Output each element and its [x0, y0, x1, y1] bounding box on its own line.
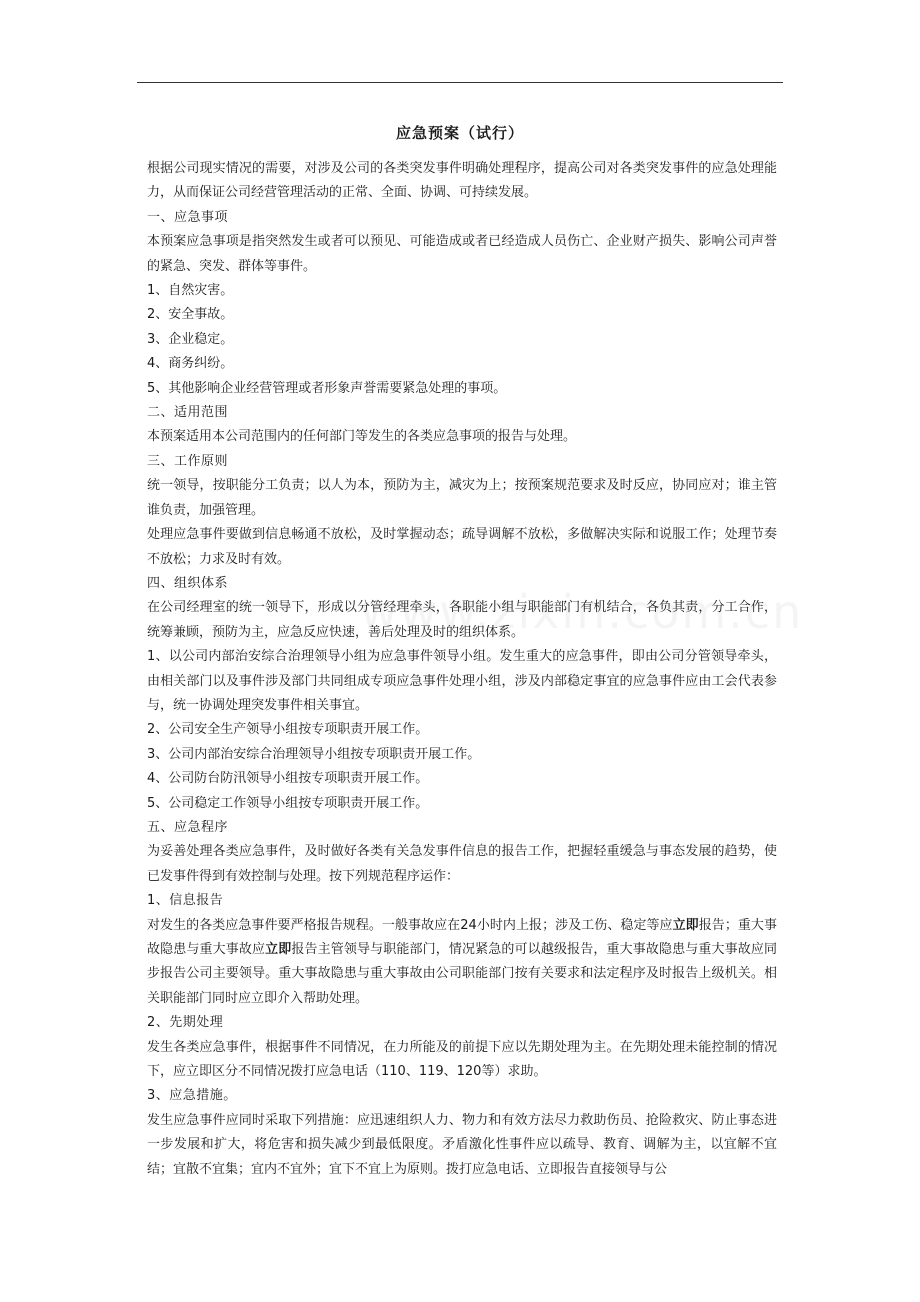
body-paragraph: 2、公司安全生产领导小组按专项职责开展工作。 — [147, 722, 429, 738]
document-title: 应急预案（试行） — [395, 124, 524, 142]
emphasis-text: 立即 — [265, 942, 292, 957]
body-paragraph: 本预案适用本公司范围内的任何部门等发生的各类应急事项的报告与处理。 — [147, 429, 577, 445]
body-paragraph: 2、安全事故。 — [147, 307, 234, 323]
body-paragraph: 本预案应急事项是指突然发生或者可以预见、可能造成或者已经造成人员伤亡、企业财产损失、影响公司声誉的紧急、突发、群体等事件。 — [147, 234, 777, 274]
body-paragraph: 3、公司内部治安综合治理领导小组按专项职责开展工作。 — [147, 746, 481, 762]
body-paragraph: 5、公司稳定工作领导小组按专项职责开展工作。 — [147, 795, 429, 811]
body-paragraph: 发生应急事件应同时采取下列措施：应迅速组织人力、物力和有效方法尽力救助伤员、抢险救灾、防止事态进一步发展和扩大，将危害和损失减少到最低限度。矛盾激化性事件应以疏导、教育、调解为主，以宜解不宜结；宜散不宜集；宜内不宜外；宜下不宜上为原则。拨打应急电话、立即报告直接领导与公 — [147, 1112, 777, 1177]
body-paragraph: 4、商务纠纷。 — [147, 356, 234, 372]
header-rule — [137, 82, 783, 83]
body-paragraph: 在公司经理室的统一领导下，形成以分管经理牵头，各职能小组与职能部门有机结合，各负其责，分工合作，统筹兼顾，预防为主，应急反应快速，善后处理及时的组织体系。 — [147, 600, 777, 640]
body-paragraph: 1、以公司内部治安综合治理领导小组为应急事件领导小组。发生重大的应急事件，即由公司分管领导牵头，由相关部门以及事件涉及部门共同组成专项应急事件处理小组，涉及内部稳定事宜的应急事件应由工会代表参与，统一协调处理突发事件相关事宜。 — [147, 649, 777, 713]
body-paragraph: 根据公司现实情况的需要，对涉及公司的各类突发事件明确处理程序，提高公司对各类突发事件的应急处理能力，从而保证公司经营管理活动的正常、全面、协调、可持续发展。 — [147, 161, 777, 201]
body-paragraph: 为妥善处理各类应急事件，及时做好各类有关急发事件信息的报告工作，把握轻重缓急与事态发展的趋势，使已发事件得到有效控制与处理。按下列规范程序运作： — [147, 844, 777, 884]
body-paragraph — [147, 914, 777, 1012]
emphasis-text: 立即 — [672, 917, 699, 933]
section-heading: 一、应急事项 — [147, 209, 229, 225]
body-paragraph: 3、企业稳定。 — [147, 331, 234, 347]
paragraph-segment: 报告；重大事故隐患与重大事故应 — [147, 917, 777, 957]
body-paragraph: 1、自然灾害。 — [147, 283, 234, 299]
section-heading: 2、先期处理 — [147, 1015, 224, 1031]
document-body — [147, 157, 777, 1182]
section-heading: 四、组织体系 — [147, 575, 229, 591]
paragraph-segment: 对发生的各类应急事件要严格报告规程。一般事故应在24小时内上报；涉及工伤、稳定等应 — [147, 917, 673, 933]
body-paragraph: 统一领导，按职能分工负责；以人为本，预防为主，减灾为上；按预案规范要求及时反应，协同应对；谁主管谁负责，加强管理。 — [147, 478, 777, 518]
body-paragraph: 发生各类应急事件，根据事件不同情况，在力所能及的前提下应以先期处理为主。在先期处理未能控制的情况下，应立即区分不同情况拨打应急电话（110、119、120等）求助。 — [147, 1039, 777, 1080]
section-heading: 1、信息报告 — [147, 893, 224, 909]
paragraph-segment: 报告主管领导与职能部门，情况紧急的可以越级报告，重大事故隐患与重大事故应同步报告公司主要领导。重大事故隐患与重大事故由公司职能部门按有关要求和法定程序及时报告上级机关。相关职能部门同时应立即介入帮助处理。 — [147, 942, 777, 1006]
body-paragraph: 处理应急事件要做到信息畅通不放松，及时掌握动态；疏导调解不放松，多做解决实际和说服工作；处理节奏不放松；力求及时有效。 — [147, 527, 777, 567]
section-heading: 3、应急措施。 — [147, 1088, 237, 1104]
body-paragraph: 4、公司防台防汛领导小组按专项职责开展工作。 — [147, 771, 429, 787]
body-paragraph: 5、其他影响企业经营管理或者形象声誉需要紧急处理的事项。 — [147, 380, 507, 396]
section-heading: 二、适用范围 — [147, 405, 229, 421]
section-heading: 三、工作原则 — [147, 453, 229, 469]
section-heading: 五、应急程序 — [147, 819, 229, 835]
